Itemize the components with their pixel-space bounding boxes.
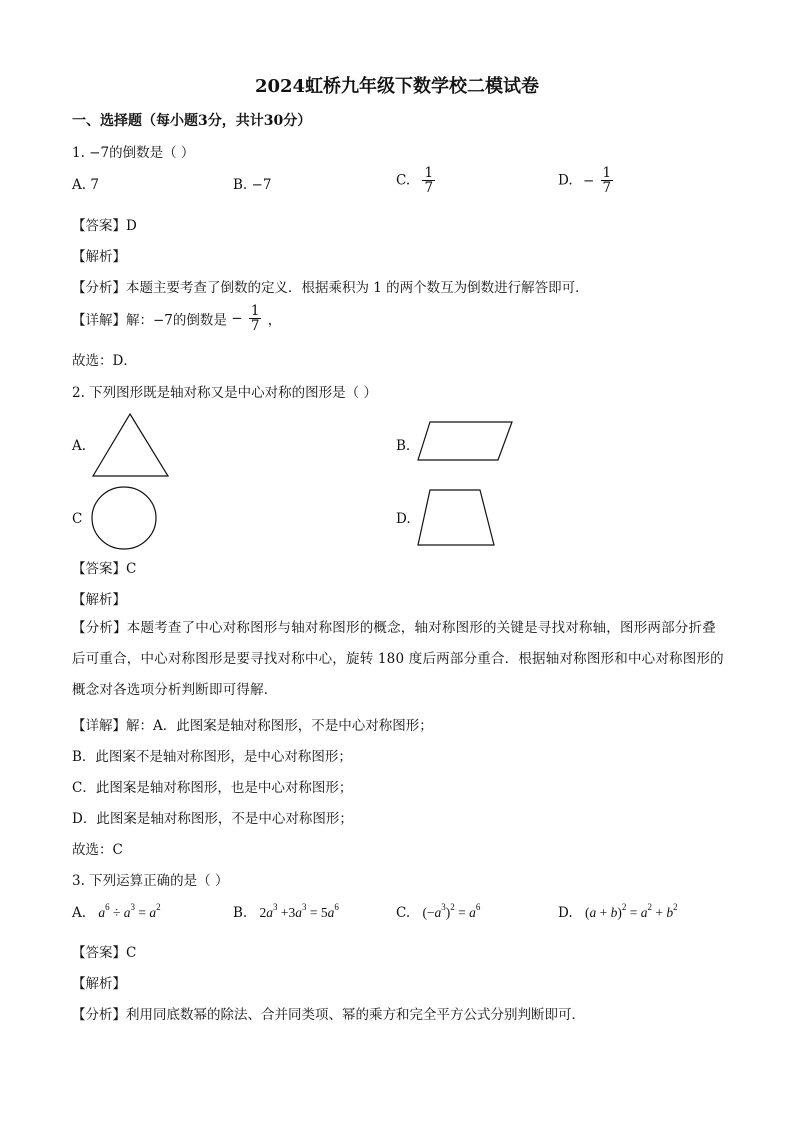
q2-detail-d: D．此图案是轴对称图形，不是中心对称图形； [72, 811, 353, 827]
q3-analysis-heading: 【解析】 [72, 976, 126, 992]
q3-analysis: 【分析】利用同底数幂的除法、合并同类项、幂的乘方和完全平方公式分别判断即可． [72, 1007, 585, 1023]
fraction-denominator: 7 [424, 180, 434, 197]
trapezoid-figure [416, 488, 498, 550]
q2-option-b-label: B. [396, 438, 411, 454]
triangle-figure [90, 412, 172, 478]
q3-option-c-formula: $(-a^3)^2 = a^6$ [422, 902, 481, 920]
fraction-denominator: 7 [250, 318, 260, 335]
q3-option-c [396, 902, 481, 921]
q1-option-c-fraction [422, 166, 435, 195]
q1-option-b: B. −7 [233, 177, 272, 193]
q2-detail-a: 【详解】解：A．此图案是轴对称图形，不是中心对称图形； [72, 718, 433, 734]
q1-answer: 【答案】D [72, 218, 137, 234]
q3-option-c-label: C. [396, 905, 411, 921]
q3-option-a [72, 902, 161, 921]
fraction-denominator: 7 [602, 180, 612, 197]
q3-option-a-label: A. [72, 905, 87, 921]
fraction-numerator: 1 [602, 165, 612, 181]
q1-option-c [396, 166, 437, 195]
q1-option-d-label: D. [558, 172, 573, 189]
fraction-numerator: 1 [250, 303, 260, 319]
q2-detail-c: C．此图案是轴对称图形，也是中心对称图形； [72, 780, 353, 796]
q3-stem: 3. 下列运算正确的是（ ） [72, 873, 229, 889]
circle-figure [90, 486, 160, 552]
q1-detail-text: 【详解】解：−7的倒数是 [72, 312, 227, 329]
q1-conclusion: 故选：D． [72, 353, 137, 369]
q2-option-a-label: A. [72, 438, 87, 454]
q3-option-d-formula: $(a + b)^2 = a^2 + b^2$ [584, 902, 678, 920]
q2-analysis: 【分析】本题考查了中心对称图形与轴对称图形的概念，轴对称图形的关键是寻找对称轴，图形两部分折叠后可重合，中心对称图形是要寻找对称中心，旋转 180 度后两部分重合．根据轴对称图形和中心对称图形的概念对各选项分析判断即可得解． [72, 620, 724, 698]
q3-option-d-label: D. [558, 905, 573, 921]
q3-option-b [233, 902, 339, 921]
q1-detail-end: ， [267, 312, 282, 329]
q1-detail-fraction [249, 304, 262, 333]
q1-analysis-heading: 【解析】 [72, 249, 126, 265]
q1-analysis: 【分析】本题主要考查了倒数的定义．根据乘积为 1 的两个数互为倒数进行解答即可． [72, 280, 589, 296]
parallelogram-figure [416, 420, 516, 464]
q1-detail-sign: − [231, 310, 243, 327]
q3-option-d [558, 902, 678, 921]
q1-option-c-label: C. [396, 172, 411, 189]
q3-option-b-label: B. [233, 905, 248, 921]
section-heading: 一、选择题（每小题3分，共计30分） [72, 113, 312, 129]
page-title: 2024虹桥九年级下数学校二模试卷 [254, 76, 540, 97]
fraction-numerator: 1 [424, 165, 434, 181]
q2-answer: 【答案】C [72, 561, 137, 577]
q2-detail-b: B．此图案不是轴对称图形，是中心对称图形； [72, 749, 352, 765]
q2-stem: 2. 下列图形既是轴对称又是中心对称的图形是（ ） [72, 385, 377, 401]
q1-option-d-fraction [601, 166, 614, 195]
q1-option-d-sign: − [582, 172, 595, 189]
q2-option-d-label: D. [396, 511, 411, 527]
q1-option-d [558, 166, 615, 195]
q3-option-a-formula: $a^6 \div a^3 = a^2$ [98, 902, 161, 920]
q1-detail [72, 304, 281, 333]
q2-conclusion: 故选：C [72, 842, 123, 858]
q2-analysis-heading: 【解析】 [72, 592, 126, 608]
q1-stem: 1. −7的倒数是（ ） [72, 145, 195, 161]
q2-option-c-label: C [72, 511, 83, 527]
q3-option-b-formula: $2a^3 +3a^3 = 5a^6$ [259, 902, 339, 920]
q1-option-a: A. 7 [72, 177, 99, 193]
q3-answer: 【答案】C [72, 945, 137, 961]
